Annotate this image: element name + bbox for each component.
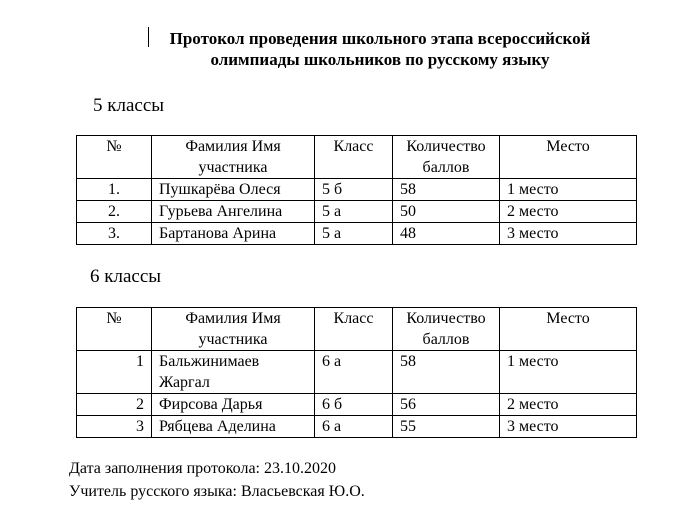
document-title-line-2: олимпиады школьников по русскому языку [210, 50, 550, 69]
header-number: № [77, 308, 152, 351]
header-number: № [77, 136, 152, 179]
participant-class: 6 а [315, 416, 393, 438]
participant-name: Фирсова Дарья [152, 394, 315, 416]
participant-score: 48 [393, 223, 500, 245]
table-row [77, 394, 637, 416]
table-row [77, 201, 637, 223]
participant-name: Гурьева Ангелина [152, 201, 315, 223]
participant-class: 6 б [315, 394, 393, 416]
row-number: 2. [77, 201, 152, 223]
row-number: 1 [77, 351, 152, 394]
participant-name: Пушкарёва Олеся [152, 179, 315, 201]
header-name: Фамилия Имя участника [152, 136, 315, 179]
header-place: Место [500, 308, 637, 351]
grade-6-heading: 6 классы [90, 266, 162, 287]
header-class: Класс [315, 136, 393, 179]
grade-6-results-table [76, 307, 637, 438]
header-place: Место [500, 136, 637, 179]
document-title [0, 28, 673, 70]
grade-5-results-table [76, 135, 637, 245]
participant-place: 2 место [500, 201, 637, 223]
table-row [77, 223, 637, 245]
participant-place: 3 место [500, 223, 637, 245]
participant-score: 56 [393, 394, 500, 416]
header-score: Количество баллов [393, 308, 500, 351]
row-number: 3. [77, 223, 152, 245]
protocol-date: Дата заполнения протокола: 23.10.2020 [69, 460, 336, 477]
participant-name: Бартанова Арина [152, 223, 315, 245]
header-score: Количество баллов [393, 136, 500, 179]
row-number: 1. [77, 179, 152, 201]
row-number: 3 [77, 416, 152, 438]
table-row [77, 416, 637, 438]
participant-place: 3 место [500, 416, 637, 438]
table-row [77, 351, 637, 394]
participant-class: 6 а [315, 351, 393, 394]
header-name: Фамилия Имя участника [152, 308, 315, 351]
participant-class: 5 а [315, 223, 393, 245]
header-class: Класс [315, 308, 393, 351]
participant-name: Рябцева Аделина [152, 416, 315, 438]
participant-place: 1 место [500, 351, 637, 394]
participant-place: 2 место [500, 394, 637, 416]
participant-class: 5 б [315, 179, 393, 201]
grade-5-heading: 5 классы [93, 95, 165, 116]
document-title-line-1: Протокол проведения школьного этапа всероссийской [169, 29, 591, 48]
participant-score: 55 [393, 416, 500, 438]
participant-score: 50 [393, 201, 500, 223]
teacher-signature-line: Учитель русского языка: Власьевская Ю.О. [69, 483, 365, 500]
participant-class: 5 а [315, 201, 393, 223]
table-header-row [77, 136, 637, 179]
row-number: 2 [77, 394, 152, 416]
participant-name: Бальжинимаев Жаргал [152, 351, 315, 394]
participant-score: 58 [393, 351, 500, 394]
table-row [77, 179, 637, 201]
participant-score: 58 [393, 179, 500, 201]
participant-place: 1 место [500, 179, 637, 201]
table-header-row [77, 308, 637, 351]
